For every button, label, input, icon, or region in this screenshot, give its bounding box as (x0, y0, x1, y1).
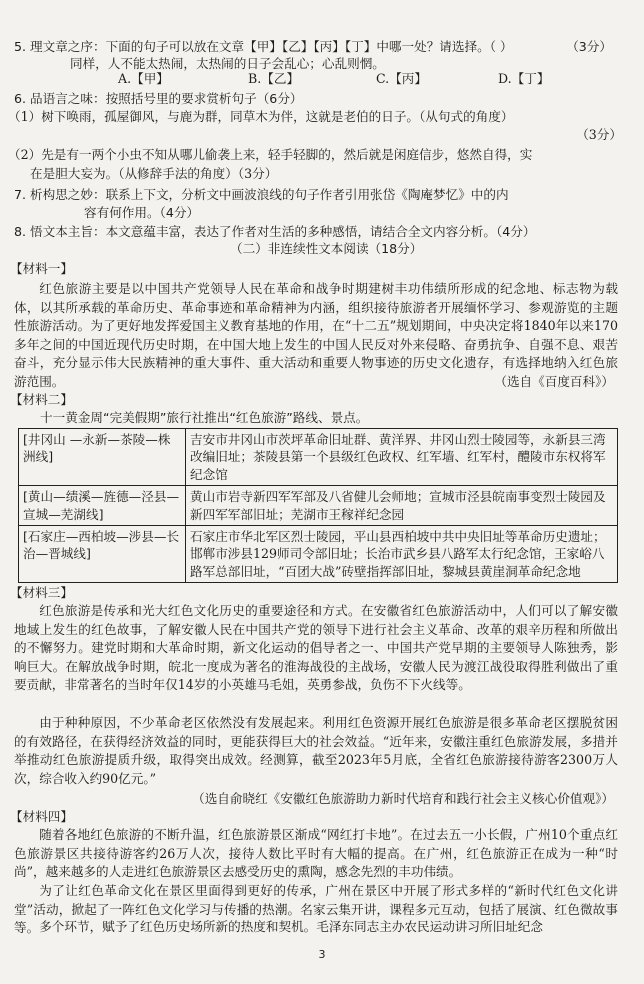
material-3-paragraph-2: 由于种种原因，不少革命老区依然没有发展起来。利用红色资源开展红色旅游是很多革命老区摆脱贫困的有效路径，在获得经济效益的同时，更能获得巨大的社会效益。“近年来，安徽注重红色旅游发展，多措并举推动红色旅游提质升级，取得突出成效。经测算，截至2023年5月底，全省红色旅游接待游客2300万人次，综合收入约90亿元。” (14, 715, 618, 786)
sites-cell: 石家庄市华北军区烈士陵园，平山县西柏坡中共中央旧址等革命历史遗址；邯郸市涉县129师司令部旧址；长治市武乡县八路军太行纪念馆，王家峪八路军总部旧址，“百团大战”砖壁指挥部旧址，黎城县黄崖洞革命纪念地 (186, 526, 618, 583)
question-5-score: （3分） (566, 39, 612, 54)
sites-cell: 吉安市井冈山市茨坪革命旧址群、黄洋界、井冈山烈士陵园等，永新县三湾改编旧址；茶陵县第一个县级红色政权、红军墙、红军村，醴陵市东权将军纪念馆 (186, 429, 618, 486)
sites-cell: 黄山市岩寺新四军军部及八省健儿会师地；宣城市泾县皖南事变烈士陵园及新四军军部旧址；芜湖市王稼祥纪念园 (186, 486, 618, 526)
question-6-item-1: （1）树下唤雨，孤屋御风，与鹿为群，同草木为伴，这就是老伯的日子。（从句式的角度） (8, 109, 514, 124)
material-3-paragraph-1: 红色旅游是传承和光大红色文化历史的重要途径和方式。在安徽省红色旅游活动中，人们可以了解安徽地域上发生的红色故事，了解安徽人民在中国共产党的领导下进行社会主义革命、改革的艰辛历程和所做出的不懈努力。建党时期和大革命时期，新文化运动的倡导者之一、中国共产党早期的主要领导人陈独秀，影响巨大。在解放战争时期，皖北一度成为著名的淮海战役的主战场，安徽人民为渡江战役取得胜利做出了重要贡献，非常著名的当时年仅14岁的小英雄马毛姐，英勇参战，负伤不下火线等。 (14, 603, 618, 693)
material-1-body: 红色旅游主要是以中国共产党领导人民在革命和战争时期建树丰功伟绩所形成的纪念地、标志物为载体，以其所承载的革命历史、革命事迹和革命精神为内涵，组织接待旅游者开展缅怀学习、参观游览的主题性旅游活动。为了更好地发挥爱国主义教育基地的作用，在“十二五”规划期间，中央决定将1840年以来170多年之间的中国近现代历史时期，在中国大地上发生的中国人民反对外来侵略、奋勇抗争、自强不息、艰苦奋斗，充分显示伟大民族精神的重大事件、重大活动和重要人物事迹的历史文化遗存，有选择地纳入红色旅游范围。 (14, 281, 618, 389)
material-2-title: 【材料二】 (10, 392, 73, 407)
option-b[interactable]: B.【乙】 (248, 71, 300, 86)
question-7-line-1: 7. 析构思之妙：联系上下文，分析文中画波浪线的句子作者引用张岱《陶庵梦忆》中的内 (14, 187, 509, 202)
question-6-stem: 6. 品语言之味：按照括号里的要求赏析句子（6分） (14, 91, 303, 106)
material-4-paragraph-2: 为了让红色革命文化在景区里面得到更好的传承，广州在景区中开展了形式多样的“新时代红色文化讲堂”活动，掀起了一阵红色文化学习与传播的热潮。名家云集开讲，课程多元互动，包括了展演、红色微故事等。 (14, 883, 618, 936)
table-row (19, 526, 618, 583)
section-heading: （二）非连续性文本阅读（18分） (230, 241, 423, 256)
route-cell: [黄山—绩溪—旌德—泾县—宣城—芜湖线] (19, 486, 186, 526)
option-d[interactable]: D.【丁】 (498, 71, 550, 86)
material-1-title: 【材料一】 (10, 261, 73, 276)
page-number: 3 (318, 948, 326, 961)
question-8-stem: 8. 悟文本主旨：本文意蕴丰富，表达了作者对生活的多种感悟，请结合全文内容分析。（4分） (14, 224, 536, 239)
material-2-intro: 十一黄金周“完美假期”旅行社推出“红色旅游”路线、景点。 (40, 410, 369, 425)
question-6-item-2-line-1: （2）先是有一两个小虫不知从哪儿偷袭上来，轻手轻脚的，然后就是闲庭信步，悠然自得，实 (8, 147, 533, 162)
material-4-paragraph-1: 随着各地红色旅游的不断升温，红色旅游景区渐成“网红打卡地”。在过去五一小长假，广州10个重点红色旅游景区共接待游客约26万人次，接待人数比平时有大幅的提高。在广州，红色旅游正在成为一种“时尚”，越来越多的人走进红色旅游景区去感受历史的熏陶，感念先烈的丰功伟绩。 (14, 827, 618, 880)
question-5-stem: 5. 理文章之序：下面的句子可以放在文章【甲】【乙】【丙】【丁】中哪一处？请选择。（ ） (14, 39, 513, 54)
material-4-title: 【材料四】 (10, 809, 73, 824)
question-5-quote: 同样，人不能太热闹，太热闹的日子会乱心；心乱则惘。 (70, 56, 385, 71)
question-7-line-2: 容有何作用。（4分） (84, 205, 200, 220)
route-cell: [石家庄—西柏坡—涉县—长治—晋城线] (19, 526, 186, 583)
routes-table (18, 428, 618, 583)
material-4-paragraph-3: 多个环节，赋予了红色历史场所新的热度和契机。毛泽东同志主办农民运动讲习所旧址纪念 (39, 919, 543, 934)
route-cell: [井冈山 —永新—茶陵—株洲线] (19, 429, 186, 486)
question-5 (14, 38, 620, 56)
material-3-source: （选自俞晓红《安徽红色旅游助力新时代培育和践行社会主义核心价值观》） (192, 791, 614, 806)
material-1-source: （选自《百度百科》） (494, 374, 614, 389)
option-a[interactable]: A.【甲】 (118, 71, 169, 86)
option-c[interactable]: C.【丙】 (376, 71, 427, 86)
table-row (19, 429, 618, 486)
question-6-item-2-line-2: 在是胆大妄为。（从修辞手法的角度）（3分） (30, 166, 278, 181)
material-3-title: 【材料三】 (10, 585, 73, 600)
table-row (19, 486, 618, 526)
question-6-item-1-score: （3分） (576, 127, 622, 142)
